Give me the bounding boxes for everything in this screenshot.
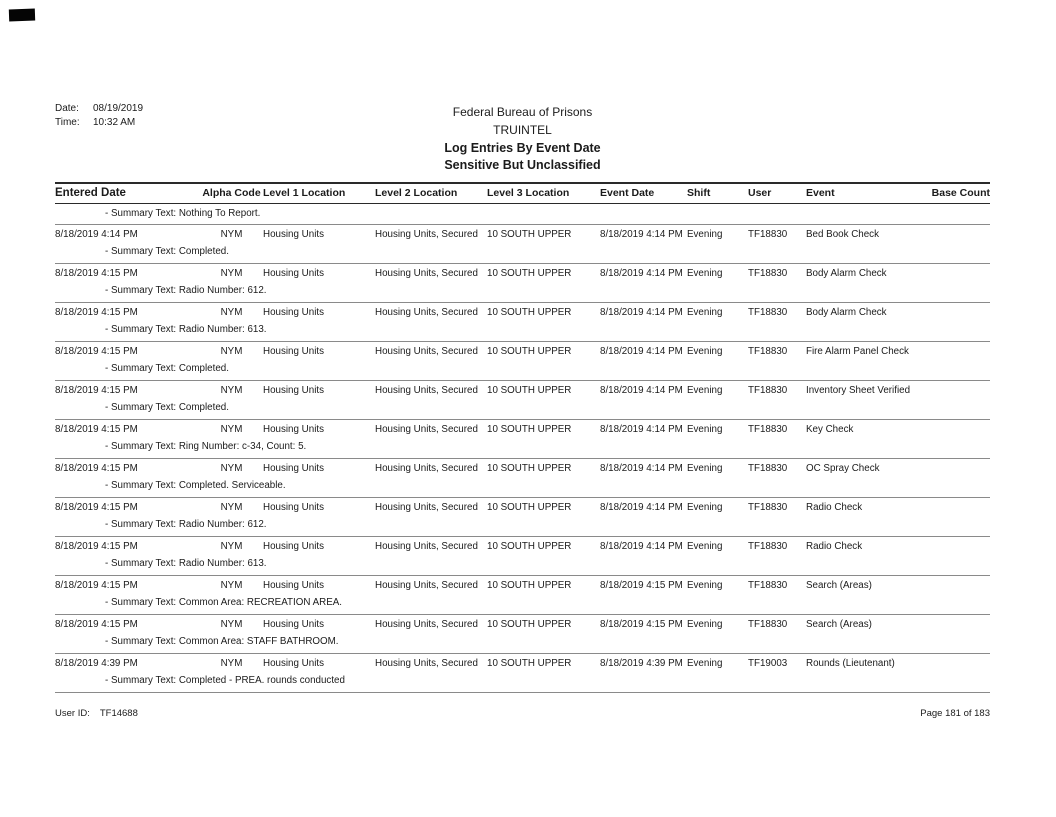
- cell-shift: Evening: [687, 268, 723, 279]
- cell-shift: Evening: [687, 229, 723, 240]
- table-row-values: [55, 307, 990, 319]
- table-row: [55, 654, 990, 693]
- table-row: [55, 303, 990, 342]
- cell-level1-location: Housing Units: [263, 580, 324, 591]
- cell-level3-location: 10 SOUTH UPPER: [487, 502, 572, 513]
- cell-event-date: 8/18/2019 4:15 PM: [600, 619, 683, 630]
- summary-text: - Summary Text: Completed.: [105, 402, 229, 413]
- cell-event: Key Check: [806, 424, 854, 435]
- table-row: [55, 381, 990, 420]
- cell-shift: Evening: [687, 580, 723, 591]
- cell-level3-location: 10 SOUTH UPPER: [487, 229, 572, 240]
- cell-level3-location: 10 SOUTH UPPER: [487, 619, 572, 630]
- table-row: [55, 459, 990, 498]
- cell-level1-location: Housing Units: [263, 346, 324, 357]
- table-row-values: [55, 541, 990, 553]
- agency-title: Federal Bureau of Prisons: [452, 105, 593, 119]
- cell-event-date: 8/18/2019 4:14 PM: [600, 385, 683, 396]
- table-row-values: [55, 346, 990, 358]
- cell-event: Body Alarm Check: [806, 268, 887, 279]
- cell-level3-location: 10 SOUTH UPPER: [487, 307, 572, 318]
- cell-level1-location: Housing Units: [263, 619, 324, 630]
- cell-entered-date: 8/18/2019 4:39 PM: [55, 658, 138, 669]
- cell-alpha-code: NYM: [220, 424, 243, 435]
- table-row-values: [55, 658, 990, 670]
- cell-event: Radio Check: [806, 502, 863, 513]
- cell-shift: Evening: [687, 385, 723, 396]
- cell-level1-location: Housing Units: [263, 268, 324, 279]
- column-header-level1-location: Level 1 Location: [263, 187, 346, 199]
- cell-alpha-code: NYM: [220, 463, 243, 474]
- table-row: [55, 342, 990, 381]
- cell-base-count: [928, 619, 990, 631]
- cell-alpha-code: NYM: [220, 658, 243, 669]
- table-row: [55, 420, 990, 459]
- column-header-alpha-code: Alpha Code: [202, 187, 261, 199]
- cell-user: TF18830: [748, 463, 788, 474]
- summary-text: - Summary Text: Completed - PREA. rounds conducted: [105, 675, 345, 686]
- column-header-entered-date: Entered Date: [55, 187, 126, 199]
- cell-entered-date: 8/18/2019 4:15 PM: [55, 502, 138, 513]
- cell-base-count: [928, 385, 990, 397]
- cell-level2-location: Housing Units, Secured: [375, 385, 478, 396]
- cell-level2-location: Housing Units, Secured: [375, 580, 478, 591]
- date-label: Date:: [55, 103, 79, 114]
- cell-level2-location: Housing Units, Secured: [375, 658, 478, 669]
- cell-event: Search (Areas): [806, 619, 872, 630]
- cell-shift: Evening: [687, 307, 723, 318]
- cell-shift: Evening: [687, 658, 723, 669]
- cell-entered-date: 8/18/2019 4:14 PM: [55, 229, 138, 240]
- cell-level2-location: Housing Units, Secured: [375, 619, 478, 630]
- footer-user-id: [55, 708, 148, 719]
- cell-level1-location: Housing Units: [263, 229, 324, 240]
- cell-base-count: [928, 346, 990, 358]
- summary-text: - Summary Text: Completed. Serviceable.: [105, 480, 286, 491]
- report-titles: [55, 105, 990, 175]
- cell-entered-date: 8/18/2019 4:15 PM: [55, 619, 138, 630]
- cell-event: Search (Areas): [806, 580, 872, 591]
- cell-user: TF18830: [748, 268, 788, 279]
- cell-user: TF18830: [748, 307, 788, 318]
- cell-level2-location: Housing Units, Secured: [375, 346, 478, 357]
- cell-base-count: [928, 502, 990, 514]
- cell-event-date: 8/18/2019 4:14 PM: [600, 307, 683, 318]
- cell-level2-location: Housing Units, Secured: [375, 502, 478, 513]
- cell-event-date: 8/18/2019 4:39 PM: [600, 658, 683, 669]
- summary-text: - Summary Text: Completed.: [105, 246, 229, 257]
- cell-event: Inventory Sheet Verified: [806, 385, 911, 396]
- cell-event: Body Alarm Check: [806, 307, 887, 318]
- cell-level1-location: Housing Units: [263, 541, 324, 552]
- column-header-shift: Shift: [687, 187, 711, 199]
- table-row-values: [55, 385, 990, 397]
- cell-base-count: [928, 307, 990, 319]
- cell-user: TF18830: [748, 541, 788, 552]
- cell-level3-location: 10 SOUTH UPPER: [487, 268, 572, 279]
- cell-alpha-code: NYM: [220, 346, 243, 357]
- table-row: [55, 498, 990, 537]
- cell-base-count: [928, 463, 990, 475]
- table-row-values: [55, 502, 990, 514]
- cell-level3-location: 10 SOUTH UPPER: [487, 424, 572, 435]
- table-row-values: [55, 580, 990, 592]
- report-title: Log Entries By Event Date: [444, 141, 601, 155]
- cell-level2-location: Housing Units, Secured: [375, 424, 478, 435]
- cell-base-count: [928, 424, 990, 436]
- table-row: [55, 576, 990, 615]
- summary-text: - Summary Text: Radio Number: 613.: [105, 324, 267, 335]
- column-header-level2-location: Level 2 Location: [375, 187, 458, 199]
- column-header-level3-location: Level 3 Location: [487, 187, 570, 199]
- user-id-value: TF14688: [99, 708, 138, 719]
- cell-shift: Evening: [687, 424, 723, 435]
- column-header-event: Event: [806, 187, 835, 199]
- cell-event-date: 8/18/2019 4:14 PM: [600, 268, 683, 279]
- cell-level2-location: Housing Units, Secured: [375, 268, 478, 279]
- summary-text: - Summary Text: Common Area: RECREATION AREA.: [105, 597, 342, 608]
- cell-level1-location: Housing Units: [263, 658, 324, 669]
- cell-entered-date: 8/18/2019 4:15 PM: [55, 541, 138, 552]
- column-header-user: User: [748, 187, 772, 199]
- table-header-row: [55, 182, 990, 204]
- cell-level3-location: 10 SOUTH UPPER: [487, 541, 572, 552]
- cell-level2-location: Housing Units, Secured: [375, 541, 478, 552]
- cell-user: TF18830: [748, 346, 788, 357]
- table-row: [55, 225, 990, 264]
- table-body: [55, 225, 990, 693]
- log-entries-table: [55, 182, 990, 693]
- cell-user: TF18830: [748, 229, 788, 240]
- cell-alpha-code: NYM: [220, 619, 243, 630]
- page-number: Page 181 of 183: [920, 708, 990, 719]
- table-row-values: [55, 268, 990, 280]
- time-label: Time:: [55, 117, 80, 128]
- cell-alpha-code: NYM: [220, 580, 243, 591]
- cell-user: TF18830: [748, 580, 788, 591]
- cell-base-count: [928, 268, 990, 280]
- cell-event-date: 8/18/2019 4:14 PM: [600, 424, 683, 435]
- user-id-label: User ID:: [55, 708, 90, 719]
- cell-event-date: 8/18/2019 4:14 PM: [600, 502, 683, 513]
- table-row-values: [55, 229, 990, 241]
- cell-event-date: 8/18/2019 4:14 PM: [600, 463, 683, 474]
- cell-shift: Evening: [687, 502, 723, 513]
- summary-text: - Summary Text: Radio Number: 613.: [105, 558, 267, 569]
- cell-level1-location: Housing Units: [263, 307, 324, 318]
- cell-entered-date: 8/18/2019 4:15 PM: [55, 346, 138, 357]
- cell-alpha-code: NYM: [220, 268, 243, 279]
- cell-alpha-code: NYM: [220, 307, 243, 318]
- cell-base-count: [928, 229, 990, 241]
- cell-level1-location: Housing Units: [263, 463, 324, 474]
- cell-user: TF18830: [748, 502, 788, 513]
- cell-level3-location: 10 SOUTH UPPER: [487, 580, 572, 591]
- table-row: [55, 615, 990, 654]
- cell-base-count: [928, 658, 990, 670]
- cell-level2-location: Housing Units, Secured: [375, 229, 478, 240]
- time-value: 10:32 AM: [93, 117, 136, 128]
- cell-level3-location: 10 SOUTH UPPER: [487, 658, 572, 669]
- cell-user: TF18830: [748, 424, 788, 435]
- cell-event: Rounds (Lieutenant): [806, 658, 895, 669]
- cell-event: Bed Book Check: [806, 229, 879, 240]
- cell-shift: Evening: [687, 346, 723, 357]
- cell-entered-date: 8/18/2019 4:15 PM: [55, 268, 138, 279]
- cell-shift: Evening: [687, 541, 723, 552]
- cell-level2-location: Housing Units, Secured: [375, 463, 478, 474]
- cell-alpha-code: NYM: [220, 229, 243, 240]
- cell-user: TF19003: [748, 658, 788, 669]
- cell-event: Radio Check: [806, 541, 863, 552]
- cell-base-count: [928, 541, 990, 553]
- report-footer: [55, 708, 990, 719]
- cell-level3-location: 10 SOUTH UPPER: [487, 385, 572, 396]
- cell-event-date: 8/18/2019 4:15 PM: [600, 580, 683, 591]
- cell-entered-date: 8/18/2019 4:15 PM: [55, 580, 138, 591]
- cell-alpha-code: NYM: [220, 541, 243, 552]
- table-row-values: [55, 619, 990, 631]
- cell-user: TF18830: [748, 385, 788, 396]
- cell-base-count: [928, 580, 990, 592]
- table-row: [55, 264, 990, 303]
- cell-user: TF18830: [748, 619, 788, 630]
- cell-event: OC Spray Check: [806, 463, 880, 474]
- cell-event-date: 8/18/2019 4:14 PM: [600, 541, 683, 552]
- cell-event-date: 8/18/2019 4:14 PM: [600, 346, 683, 357]
- cell-event-date: 8/18/2019 4:14 PM: [600, 229, 683, 240]
- column-header-event-date: Event Date: [600, 187, 655, 199]
- cell-entered-date: 8/18/2019 4:15 PM: [55, 307, 138, 318]
- cell-level3-location: 10 SOUTH UPPER: [487, 346, 572, 357]
- cell-shift: Evening: [687, 619, 723, 630]
- column-header-base-count: Base Count: [931, 187, 990, 199]
- summary-text: - Summary Text: Completed.: [105, 363, 229, 374]
- cell-shift: Evening: [687, 463, 723, 474]
- scan-artifact: [9, 9, 35, 22]
- date-value: 08/19/2019: [93, 103, 144, 114]
- cell-level3-location: 10 SOUTH UPPER: [487, 463, 572, 474]
- cell-entered-date: 8/18/2019 4:15 PM: [55, 463, 138, 474]
- cell-entered-date: 8/18/2019 4:15 PM: [55, 385, 138, 396]
- summary-text: - Summary Text: Radio Number: 612.: [105, 519, 267, 530]
- cell-level2-location: Housing Units, Secured: [375, 307, 478, 318]
- cell-alpha-code: NYM: [220, 385, 243, 396]
- summary-text: - Summary Text: Common Area: STAFF BATHROOM.: [105, 636, 339, 647]
- cell-event: Fire Alarm Panel Check: [806, 346, 909, 357]
- table-row: [55, 537, 990, 576]
- cell-entered-date: 8/18/2019 4:15 PM: [55, 424, 138, 435]
- cell-level1-location: Housing Units: [263, 424, 324, 435]
- table-row-values: [55, 463, 990, 475]
- table-row-values: [55, 424, 990, 436]
- system-title: TRUINTEL: [493, 123, 552, 137]
- cell-level1-location: Housing Units: [263, 385, 324, 396]
- classification-banner: Sensitive But Unclassified: [444, 158, 601, 172]
- cell-alpha-code: NYM: [220, 502, 243, 513]
- summary-text: - Summary Text: Ring Number: c-34, Count: 5.: [105, 441, 307, 452]
- carryover-summary-text: - Summary Text: Nothing To Report.: [55, 204, 990, 225]
- cell-level1-location: Housing Units: [263, 502, 324, 513]
- summary-text: - Summary Text: Radio Number: 612.: [105, 285, 267, 296]
